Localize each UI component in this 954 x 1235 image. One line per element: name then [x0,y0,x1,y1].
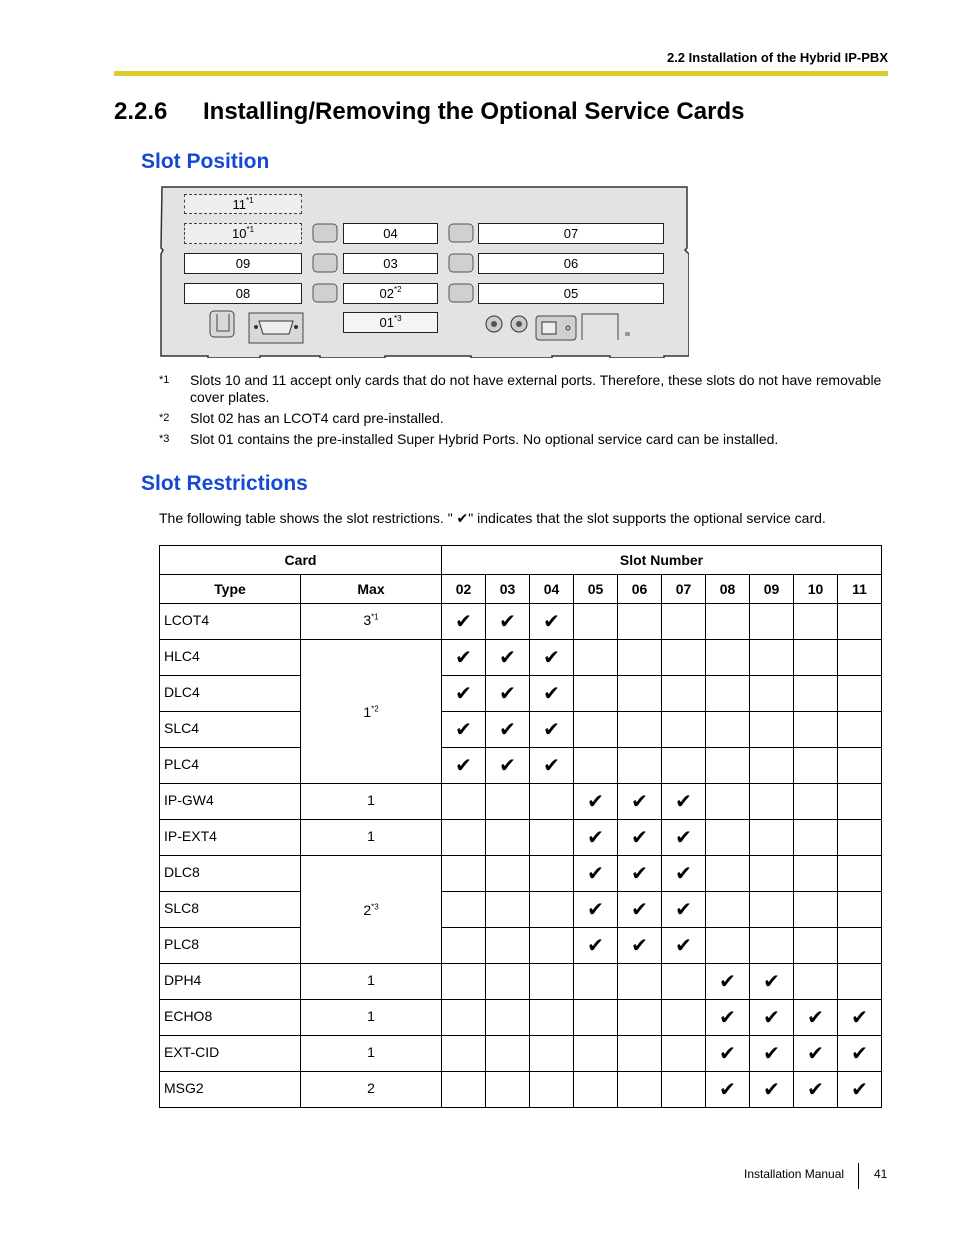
slot-column-header: 03 [486,575,530,604]
slot-check-cell [750,748,794,784]
check-mark-icon: ✔ [631,791,648,813]
slot-check-cell [706,1072,750,1108]
slot-check-cell [442,676,486,712]
slot-column-header: 11 [838,575,882,604]
table-row [160,928,882,964]
slot-check-cell [618,820,662,856]
slot-check-cell [442,604,486,640]
slot-check-cell [574,784,618,820]
slot-check-cell [662,820,706,856]
slot-check-cell [662,748,706,784]
card-type-cell: MSG2 [160,1072,301,1108]
table-row [160,712,882,748]
restrictions-intro: The following table shows the slot restrictions. " ✔" indicates that the slot supports the optional service card. [159,510,826,526]
slot-check-cell [706,784,750,820]
max-cell [301,640,442,784]
max-note: *3 [371,901,379,911]
check-mark-icon: ✔ [543,611,560,633]
check-mark-icon: ✔ [675,791,692,813]
slot-check-cell [618,1036,662,1072]
table-row [160,964,882,1000]
slot-check-cell [618,892,662,928]
slot-check-cell [574,820,618,856]
slot-check-cell [530,712,574,748]
slot-check-cell [750,1000,794,1036]
running-header: 2.2 Installation of the Hybrid IP-PBX [666,50,888,65]
slot-column-header: 02 [442,575,486,604]
slot-check-cell [618,1072,662,1108]
slot-check-cell [750,928,794,964]
slot-check-cell [486,1072,530,1108]
slot-check-cell [662,712,706,748]
check-mark-icon: ✔ [499,719,516,741]
section-number: 2.2.6 [114,98,168,125]
check-mark-icon: ✔ [455,755,472,777]
slot-check-cell [530,748,574,784]
slot-check-cell [794,784,838,820]
check-mark-icon: ✔ [499,611,516,633]
slot-check-cell [706,712,750,748]
check-mark-icon: ✔ [455,719,472,741]
max-cell [301,784,442,820]
max-cell [301,856,442,964]
slot-check-cell [530,604,574,640]
table-row [160,1072,882,1108]
slot-check-cell [618,928,662,964]
max-value: 1 [367,1044,375,1060]
slot-check-cell [662,640,706,676]
slot-check-cell [442,820,486,856]
slot-check-cell [750,892,794,928]
check-mark-icon: ✔ [719,971,736,993]
check-mark-icon: ✔ [807,1079,824,1101]
check-mark-icon: ✔ [543,683,560,705]
slot-check-cell [706,928,750,964]
card-type-cell: LCOT4 [160,604,301,640]
slot-check-cell [574,964,618,1000]
slot-check-cell [794,748,838,784]
slot-check-cell [486,640,530,676]
slot-check-cell [750,712,794,748]
slot-check-cell [574,604,618,640]
slot-09: 09 [184,253,302,274]
check-mark-icon: ✔ [587,827,604,849]
slot-check-cell [486,1000,530,1036]
slot-check-cell [486,604,530,640]
header-rule [114,71,888,76]
slot-check-cell [618,964,662,1000]
card-type-cell: PLC4 [160,748,301,784]
slot-check-cell [486,964,530,1000]
check-mark-icon: ✔ [851,1043,868,1065]
slot-column-header: 07 [662,575,706,604]
check-mark-icon: ✔ [543,647,560,669]
slot-check-cell [442,784,486,820]
slot-08: 08 [184,283,302,304]
table-row [160,1000,882,1036]
slot-check-cell [838,964,882,1000]
max-value: 1 [367,792,375,808]
slot-check-cell [618,604,662,640]
check-mark-icon: ✔ [587,863,604,885]
card-type-cell: DLC8 [160,856,301,892]
check-mark-icon: ✔ [851,1079,868,1101]
check-mark-icon: ✔ [587,899,604,921]
slot-check-cell [530,1000,574,1036]
slot-check-cell [662,1072,706,1108]
slot-check-cell [442,892,486,928]
check-mark-icon: ✔ [587,935,604,957]
slot-11: 11 $^{*1}$ [184,194,302,214]
slot-check-cell [750,784,794,820]
max-value: 1 [367,828,375,844]
check-mark-icon: ✔ [455,611,472,633]
slot-check-cell [706,856,750,892]
slot-check-cell [750,856,794,892]
slot-check-cell [574,676,618,712]
slot-check-cell [486,892,530,928]
table-row [160,784,882,820]
check-mark-icon: ✔ [543,719,560,741]
slot-check-cell [838,748,882,784]
check-mark-icon: ✔ [631,827,648,849]
max-cell [301,1000,442,1036]
slot-check-cell [442,964,486,1000]
slot-07: 07 [478,223,664,244]
table-row [160,892,882,928]
card-type-cell: SLC4 [160,712,301,748]
slot-column-header: 04 [530,575,574,604]
slot-column-header: 05 [574,575,618,604]
slot-check-cell [662,928,706,964]
page-number: 41 [874,1167,888,1181]
slot-check-cell [706,964,750,1000]
check-mark-icon: ✔ [807,1007,824,1029]
slot-check-cell [486,784,530,820]
slot-position-diagram [160,186,689,358]
max-value: 1 [363,703,372,720]
slot-check-cell [618,748,662,784]
footnote: *3 Slot 01 contains the pre-installed Super Hybrid Ports. No optional service card can be installed. [159,431,779,447]
table-row [160,856,882,892]
slot-10: 10 $^{*1}$ [184,223,302,244]
slot-check-cell [530,784,574,820]
max-value: 3 [363,612,372,628]
slot-check-cell [574,640,618,676]
check-mark-icon: ✔ [763,1079,780,1101]
card-type-cell: IP-EXT4 [160,820,301,856]
slot-check-cell [662,1036,706,1072]
slot-restrictions-table [159,545,882,1108]
slot-check-cell [662,604,706,640]
slot-check-cell [618,856,662,892]
slot-check-cell [574,892,618,928]
slot-check-cell [574,928,618,964]
slot-check-cell [486,928,530,964]
slot-03: 03 [343,253,438,274]
slot-column-header: 08 [706,575,750,604]
slot-check-cell [486,676,530,712]
slot-check-cell [838,1072,882,1108]
slot-check-cell [794,1036,838,1072]
table-row [160,820,882,856]
slot-check-cell [442,1072,486,1108]
card-type-cell: DPH4 [160,964,301,1000]
max-value: 2 [367,1080,375,1096]
check-mark-icon: ✔ [499,755,516,777]
max-cell [301,964,442,1000]
slot-check-cell [574,748,618,784]
slot-check-cell [530,964,574,1000]
check-mark-icon: ✔ [719,1007,736,1029]
card-header: Card [160,546,442,575]
slot-check-cell [750,820,794,856]
slot-check-cell [662,964,706,1000]
check-mark-icon: ✔ [807,1043,824,1065]
max-cell [301,820,442,856]
max-value: 1 [367,972,375,988]
table-row [160,640,882,676]
slot-check-cell [838,640,882,676]
slot-check-cell [442,1036,486,1072]
slot-check-cell [662,676,706,712]
slot-check-cell [574,1000,618,1036]
check-mark-icon: ✔ [675,899,692,921]
slot-check-cell [530,928,574,964]
check-mark-icon: ✔ [675,863,692,885]
slot-check-cell [486,1036,530,1072]
slot-05: 05 [478,283,664,304]
slot-check-cell [794,676,838,712]
check-mark-icon: ✔ [499,683,516,705]
slot-check-cell [838,1000,882,1036]
check-mark-icon: ✔ [675,827,692,849]
check-mark-icon: ✔ [763,971,780,993]
slot-check-cell [838,712,882,748]
slot-check-cell [794,712,838,748]
slot-check-cell [442,640,486,676]
slot-02: 02 $^{*2}$ [343,283,438,304]
slot-check-cell [706,676,750,712]
slot-check-cell [486,712,530,748]
slot-check-cell [442,1000,486,1036]
slot-check-cell [530,892,574,928]
slot-check-cell [706,1000,750,1036]
card-type-cell: DLC4 [160,676,301,712]
slot-check-cell [706,748,750,784]
slot-check-cell [662,784,706,820]
slot-position-heading: Slot Position [141,150,270,173]
slot-check-cell [838,604,882,640]
slot-check-cell [530,856,574,892]
slot-check-cell [574,1036,618,1072]
slot-check-cell [750,1072,794,1108]
check-mark-icon: ✔ [543,755,560,777]
slot-check-cell [530,820,574,856]
slot-check-cell [750,640,794,676]
slot-check-cell [838,856,882,892]
max-note: *1 [371,612,379,622]
slot-check-cell [794,928,838,964]
slot-check-cell [706,604,750,640]
slot-check-cell [838,820,882,856]
slot-check-cell [618,640,662,676]
card-type-cell: EXT-CID [160,1036,301,1072]
slot-check-cell [442,748,486,784]
footnote: *1 Slots 10 and 11 accept only cards that do not have external ports. Therefore, these slots do not have removable cover plates. [159,372,882,405]
slot-check-cell [794,856,838,892]
slot-check-cell [618,1000,662,1036]
slot-column-header: 06 [618,575,662,604]
check-mark-icon: ✔ [851,1007,868,1029]
slot-check-cell [794,1000,838,1036]
max-cell [301,1072,442,1108]
slot-check-cell [838,928,882,964]
check-mark-icon: ✔ [587,791,604,813]
slot-check-cell [618,784,662,820]
slot-check-cell [530,640,574,676]
slot-footnotes [159,372,889,452]
slot-check-cell [706,1036,750,1072]
check-mark-icon: ✔ [763,1007,780,1029]
slot-01: 01 $^{*3}$ [343,312,438,333]
slot-check-cell [706,820,750,856]
table-row [160,1036,882,1072]
check-mark-icon: ✔ [631,899,648,921]
section-title [114,98,744,126]
slot-number-header: Slot Number [442,546,882,575]
check-mark-icon: ✔ [719,1043,736,1065]
check-mark-icon: ✔ [763,1043,780,1065]
slot-check-cell [442,712,486,748]
card-type-cell: PLC8 [160,928,301,964]
slot-check-cell [794,820,838,856]
slot-check-cell [618,712,662,748]
max-value: 2 [363,901,372,918]
type-header: Type [160,575,301,604]
footer-divider [858,1163,859,1189]
slot-check-cell [574,712,618,748]
check-mark-icon: ✔ [455,683,472,705]
slot-check-cell [838,1036,882,1072]
slot-check-cell [530,1072,574,1108]
slot-check-cell [794,964,838,1000]
slot-check-cell [794,892,838,928]
footnote: *2 Slot 02 has an LCOT4 card pre-installed. [159,410,444,426]
slot-check-cell [794,640,838,676]
slot-check-cell [486,856,530,892]
slot-06: 06 [478,253,664,274]
slot-check-cell [838,784,882,820]
table-row [160,676,882,712]
check-mark-icon: ✔ [719,1079,736,1101]
slot-check-cell [750,964,794,1000]
slot-check-cell [706,640,750,676]
slot-restrictions-heading: Slot Restrictions [141,472,308,495]
slot-check-cell [574,856,618,892]
slot-check-cell [530,1036,574,1072]
section-title-text: Installing/Removing the Optional Service Cards [203,98,745,125]
slot-check-cell [794,1072,838,1108]
card-type-cell: SLC8 [160,892,301,928]
slot-column-header: 09 [750,575,794,604]
slot-check-cell [662,856,706,892]
slot-check-cell [574,1072,618,1108]
slot-check-cell [750,676,794,712]
slot-check-cell [618,676,662,712]
check-mark-icon: ✔ [631,863,648,885]
card-type-cell: ECHO8 [160,1000,301,1036]
slot-check-cell [486,820,530,856]
slot-check-cell [442,856,486,892]
slot-column-header: 10 [794,575,838,604]
max-header: Max [301,575,442,604]
check-mark-icon: ✔ [455,647,472,669]
slot-check-cell [706,892,750,928]
slot-check-cell [794,604,838,640]
card-type-cell: IP-GW4 [160,784,301,820]
check-mark-icon: ✔ [675,935,692,957]
table-row [160,748,882,784]
slot-check-cell [750,604,794,640]
max-value: 1 [367,1008,375,1024]
footer-label: Installation Manual [744,1167,845,1181]
slot-check-cell [530,676,574,712]
max-cell [301,1036,442,1072]
table-row [160,604,882,640]
slot-check-cell [838,676,882,712]
check-mark-icon: ✔ [499,647,516,669]
slot-04: 04 [343,223,438,244]
max-cell [301,604,442,640]
slot-check-cell [442,928,486,964]
slot-check-cell [838,892,882,928]
card-type-cell: HLC4 [160,640,301,676]
max-note: *2 [371,703,379,713]
slot-check-cell [662,1000,706,1036]
check-mark-icon: ✔ [631,935,648,957]
slot-check-cell [486,748,530,784]
slot-check-cell [662,892,706,928]
slot-check-cell [750,1036,794,1072]
